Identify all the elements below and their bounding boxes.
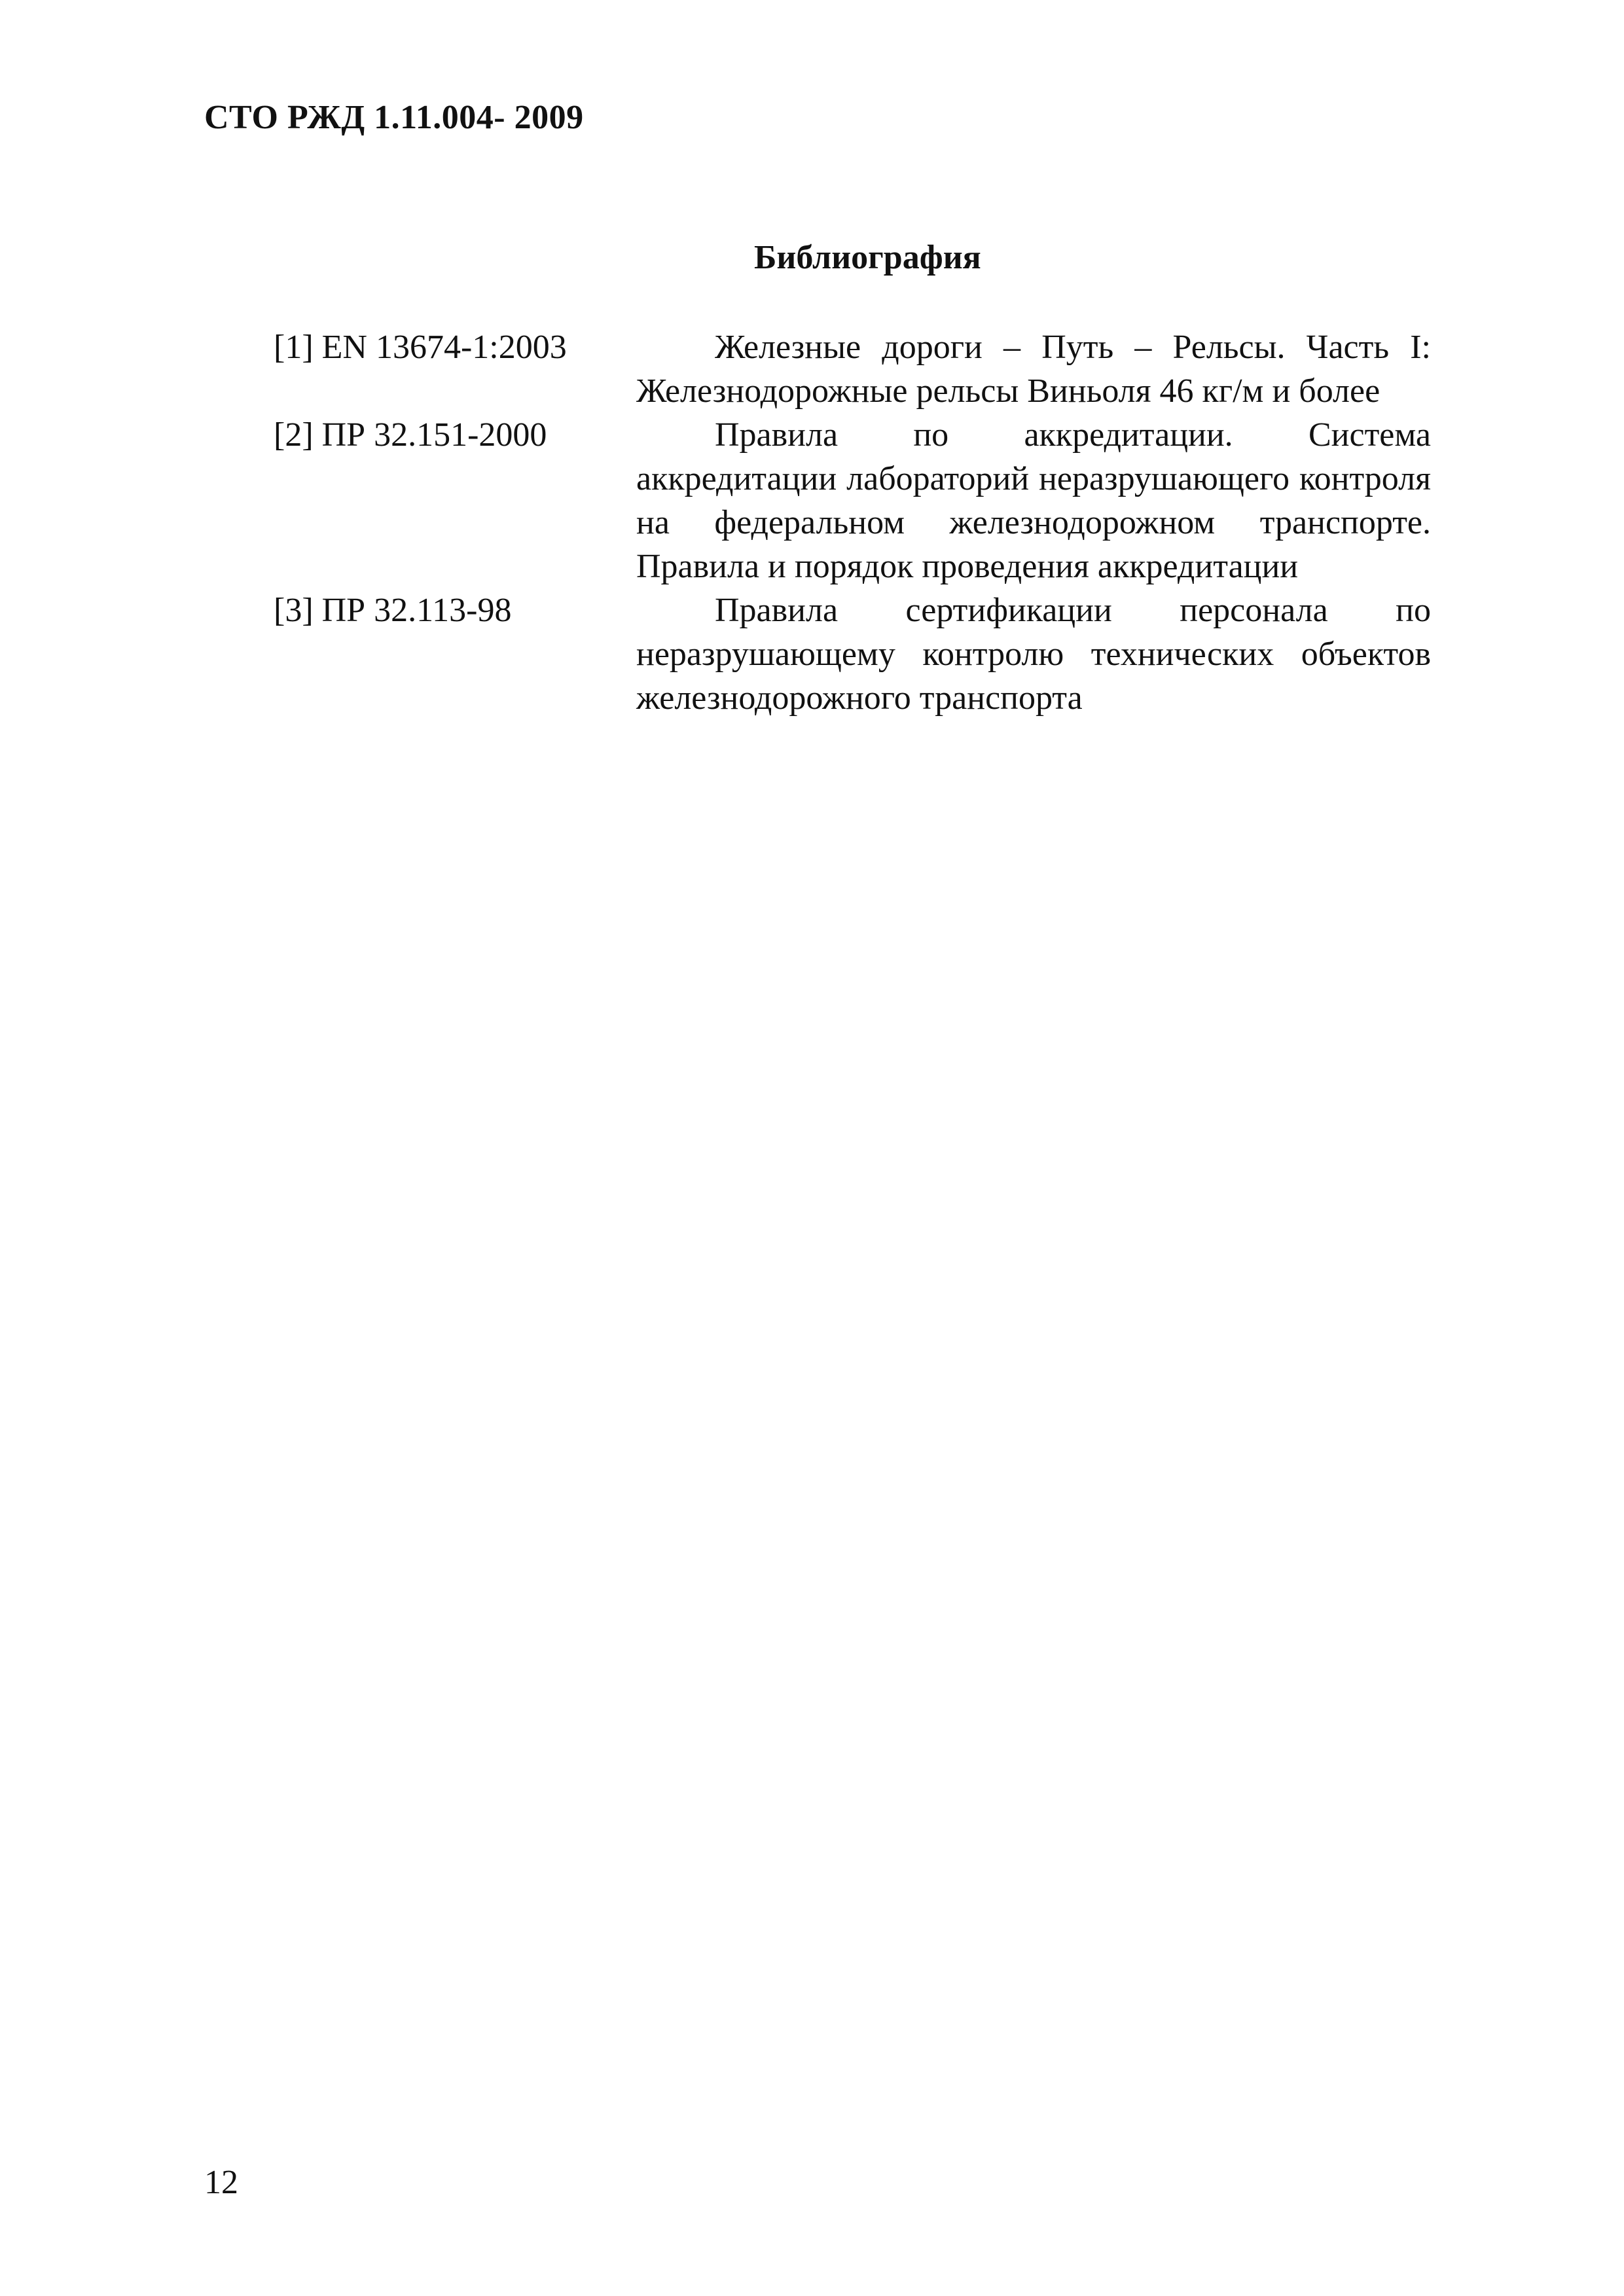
bibliography-text: Правила сертификации персонала по неразрушающему контролю технических объектов железнодорожного транспорта xyxy=(636,592,1431,717)
bibliography-ref: [2] ПР 32.151-2000 xyxy=(274,416,547,454)
page-number: 12 xyxy=(204,2164,238,2201)
bibliography-entry-2 xyxy=(274,413,1431,588)
bibliography-entry-3 xyxy=(274,588,1431,720)
bibliography-entry-1 xyxy=(274,325,1431,413)
bibliography-text: Железные дороги – Путь – Рельсы. Часть I: Железнодорожные рельсы Виньоля 46 кг/м и более xyxy=(636,329,1431,410)
bibliography-ref: [1] EN 13674-1:2003 xyxy=(274,329,567,366)
bibliography-title: Библиография xyxy=(754,239,981,276)
bibliography-ref: [3] ПР 32.113-98 xyxy=(274,592,512,629)
bibliography-text: Правила по аккредитации. Система аккредитации лабораторий неразрушающего контроля на федеральном железнодорожном транспорте. Правила и порядок проведения аккредитации xyxy=(636,416,1431,585)
document-code-header: СТО РЖД 1.11.004- 2009 xyxy=(204,99,584,136)
bibliography-list xyxy=(274,325,1431,720)
